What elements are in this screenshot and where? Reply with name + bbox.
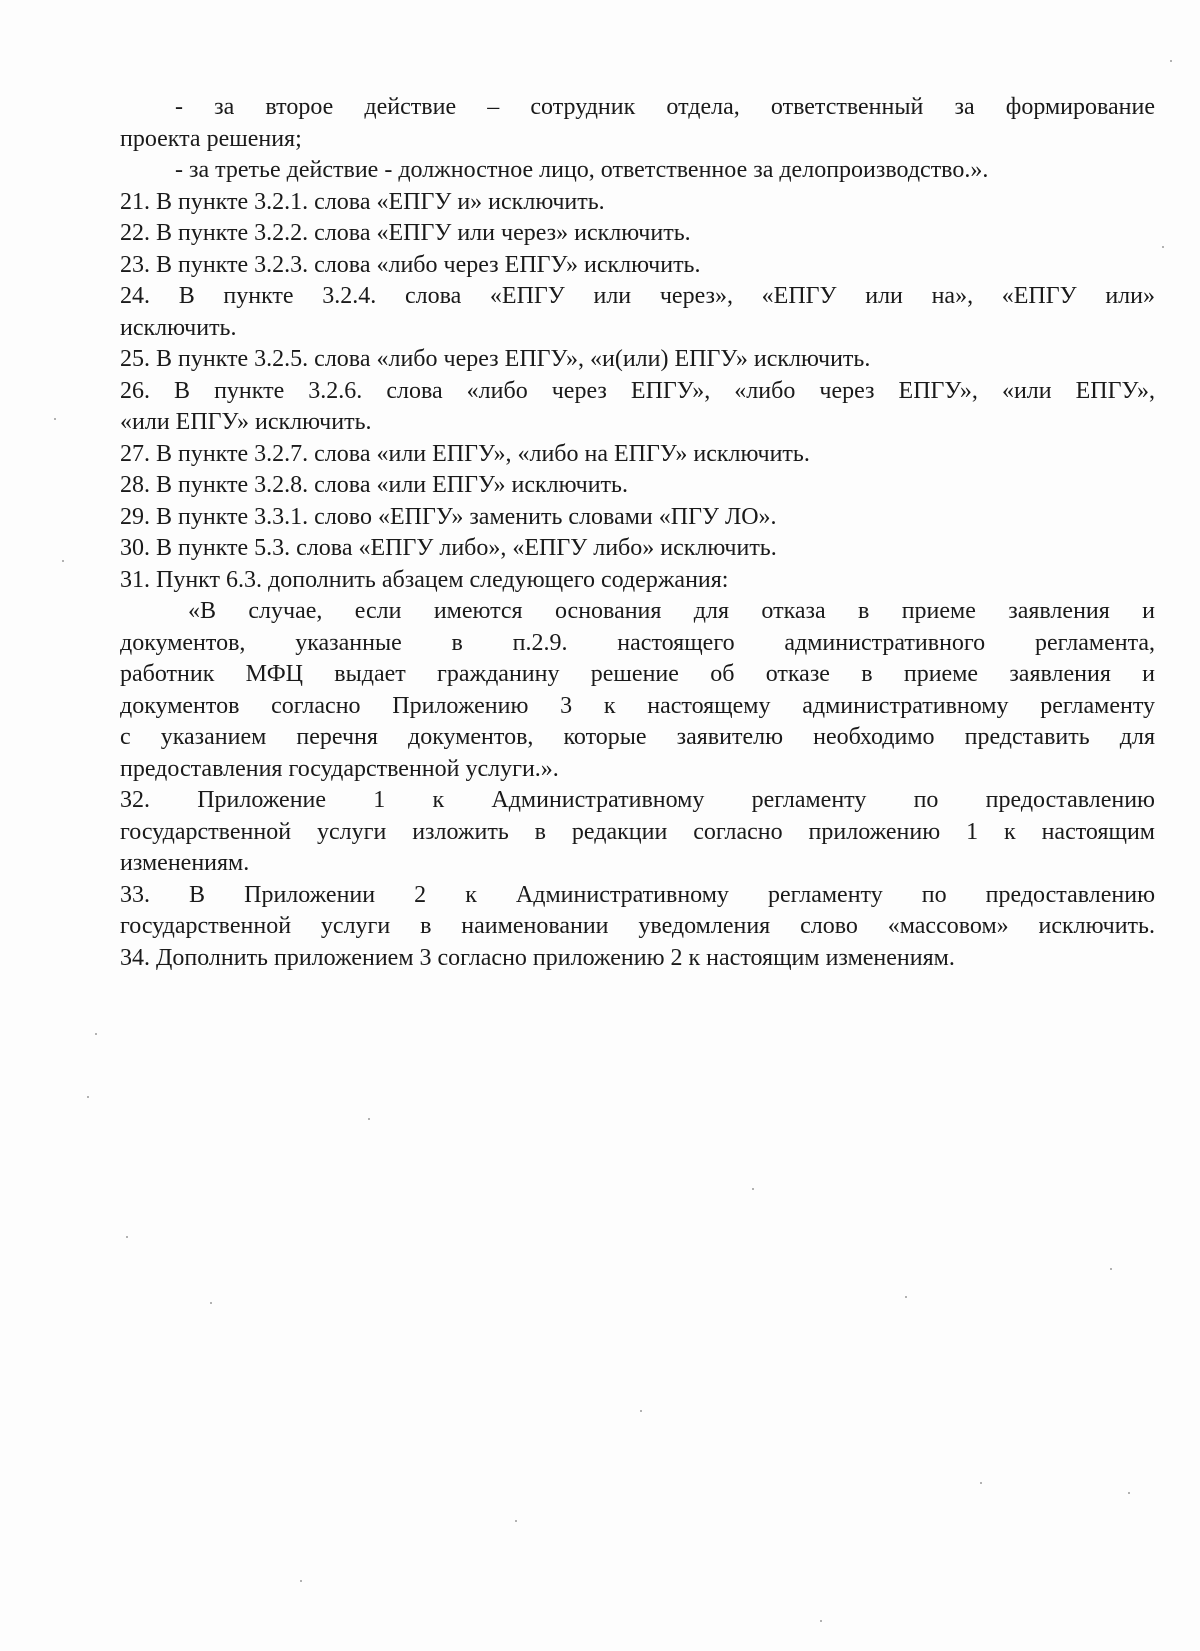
- scan-speck: [980, 1482, 982, 1484]
- text-line: работник МФЦ выдает гражданину решение об отказе в приеме заявления и: [120, 661, 1155, 687]
- text-line: 26. В пункте 3.2.6. слова «либо через ЕПГУ», «либо через ЕПГУ», «или ЕПГУ»,: [120, 377, 1155, 404]
- text-line: 27. В пункте 3.2.7. слова «или ЕПГУ», «либо на ЕПГУ» исключить.: [120, 440, 810, 467]
- scan-speck: [820, 1620, 822, 1622]
- text-line: 22. В пункте 3.2.2. слова «ЕПГУ или через» исключить.: [120, 220, 691, 246]
- text-line: 33. В Приложении 2 к Административному регламенту по предоставлению: [120, 881, 1155, 908]
- scan-speck: [54, 418, 56, 420]
- text-line: проекта решения;: [120, 125, 302, 152]
- text-line: предоставления государственной услуги.».: [120, 755, 559, 782]
- scan-speck: [1170, 60, 1172, 62]
- text-line: - за второе действие – сотрудник отдела, ответственный за формирование: [175, 94, 1155, 120]
- text-line: «В случае, если имеются основания для отказа в приеме заявления и: [188, 598, 1155, 624]
- text-line: - за третье действие - должностное лицо, ответственное за делопроизводство.».: [175, 157, 989, 183]
- text-line: документов согласно Приложению 3 к настоящему административному регламенту: [120, 692, 1155, 719]
- text-line: государственной услуги в наименовании уведомления слово «массовом» исключить.: [120, 913, 1155, 939]
- text-line: 21. В пункте 3.2.1. слова «ЕПГУ и» исключить.: [120, 188, 605, 215]
- text-line: 31. Пункт 6.3. дополнить абзацем следующего содержания:: [120, 566, 729, 593]
- scan-speck: [95, 1033, 97, 1035]
- scan-speck: [1110, 1268, 1112, 1270]
- scan-speck: [210, 1302, 212, 1304]
- text-line: с указанием перечня документов, которые заявителю необходимо представить для: [120, 724, 1155, 750]
- text-line: изменениям.: [120, 850, 250, 876]
- scan-speck: [515, 1520, 517, 1522]
- text-line: 28. В пункте 3.2.8. слова «или ЕПГУ» исключить.: [120, 472, 628, 498]
- scan-speck: [87, 1096, 89, 1098]
- text-line: 32. Приложение 1 к Административному регламенту по предоставлению: [120, 787, 1155, 813]
- text-line: 34. Дополнить приложением 3 согласно приложению 2 к настоящим изменениям.: [120, 944, 955, 971]
- text-line: 30. В пункте 5.3. слова «ЕПГУ либо», «ЕПГУ либо» исключить.: [120, 535, 777, 561]
- text-line: «или ЕПГУ» исключить.: [120, 409, 372, 435]
- text-line: 25. В пункте 3.2.5. слова «либо через ЕПГУ», «и(или) ЕПГУ» исключить.: [120, 346, 871, 372]
- scan-speck: [126, 1236, 128, 1238]
- text-line: государственной услуги изложить в редакции согласно приложению 1 к настоящим: [120, 818, 1155, 845]
- scan-speck: [1162, 246, 1164, 248]
- scan-speck: [752, 1188, 754, 1190]
- scan-speck: [640, 1410, 642, 1412]
- text-line: документов, указанные в п.2.9. настоящего административного регламента,: [120, 629, 1155, 656]
- scan-speck: [1128, 1492, 1130, 1494]
- text-line: 29. В пункте 3.3.1. слово «ЕПГУ» заменить словами «ПГУ ЛО».: [120, 503, 777, 530]
- text-line: исключить.: [120, 314, 237, 341]
- scan-speck: [300, 1580, 302, 1582]
- scan-speck: [368, 1118, 370, 1120]
- scan-speck: [62, 560, 64, 562]
- text-line: 23. В пункте 3.2.3. слова «либо через ЕПГУ» исключить.: [120, 251, 701, 278]
- scan-speck: [905, 1296, 907, 1298]
- document-body: [120, 92, 1155, 974]
- text-line: 24. В пункте 3.2.4. слова «ЕПГУ или через», «ЕПГУ или на», «ЕПГУ или»: [120, 283, 1155, 309]
